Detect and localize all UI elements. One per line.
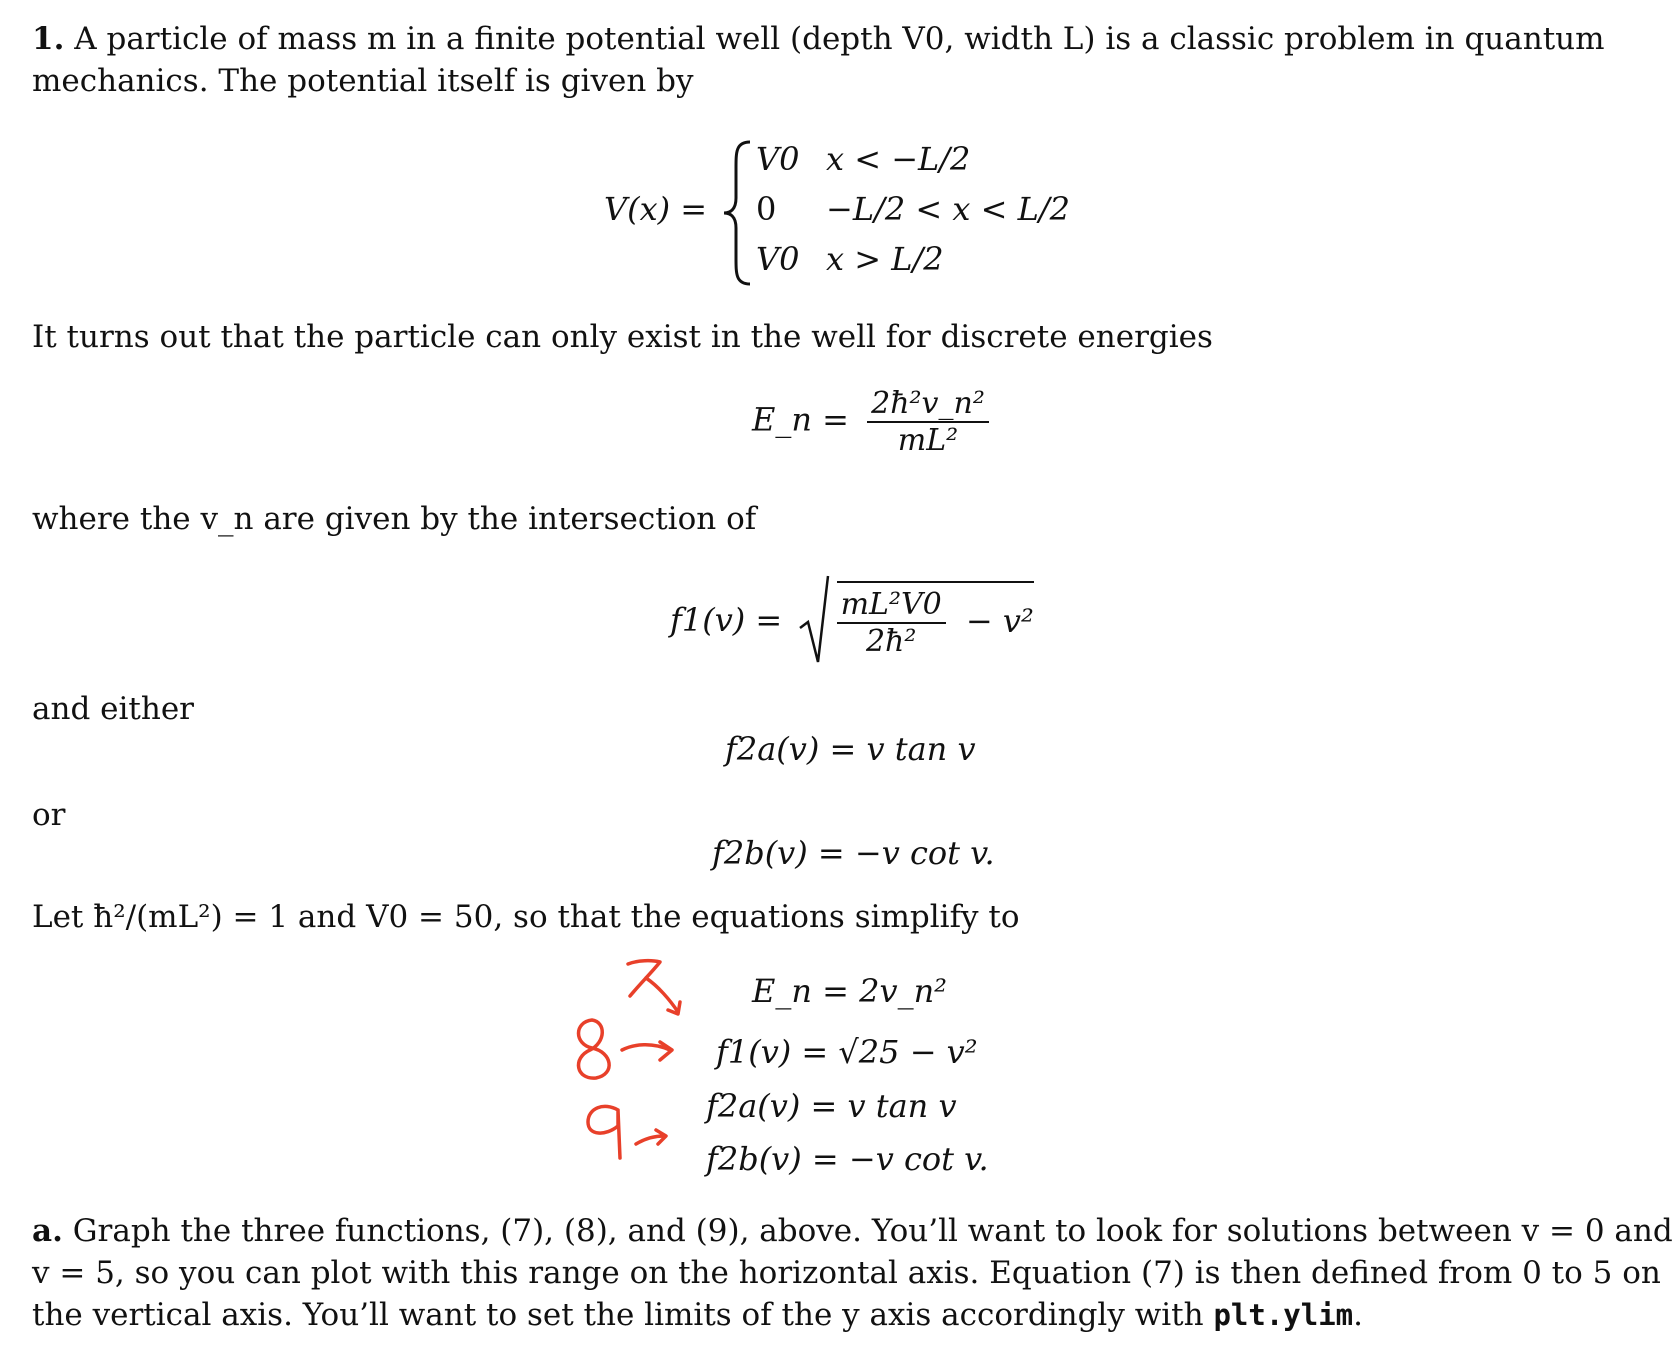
f2a-rhs: v tan v [866, 730, 976, 768]
plt-ylim-code: plt.ylim [1213, 1298, 1354, 1332]
left-brace-icon [722, 138, 754, 288]
discrete-energies-text: It turns out that the particle can only exist in the well for discrete energies [32, 319, 1213, 355]
part-a-end: . [1353, 1297, 1363, 1333]
problem-number: 1. [32, 21, 65, 57]
intro-line-2: mechanics. The potential itself is given by [32, 63, 694, 99]
and-either-text: and either [32, 691, 194, 727]
potential-lhs: V(x) = [604, 190, 708, 228]
simplified-f2b-rhs: −v cot v. [848, 1140, 989, 1178]
potential-equation [604, 132, 1084, 292]
energy-lhs: E_n = [752, 400, 849, 439]
part-a-label: a. [32, 1213, 63, 1249]
let-text: Let ħ²/(mL²) = 1 and V0 = 50, so that the equations simplify to [32, 899, 1020, 935]
f2b-rhs: −v cot v. [854, 834, 995, 872]
f1-radicand-denominator: 2ħ² [837, 622, 946, 659]
where-text: where the v_n are given by the intersection of [32, 501, 757, 537]
problem-intro [32, 18, 1652, 102]
simplified-f1-lhs: f1(v) = [716, 1033, 829, 1071]
energy-equation [752, 386, 989, 458]
f2b-equation [712, 834, 995, 872]
intro-line-1 [32, 18, 1652, 60]
simplified-f2b [706, 1140, 989, 1178]
simplified-f2b-lhs: f2b(v) = [706, 1140, 839, 1178]
f2a-equation [725, 730, 976, 768]
simplified-energy-rhs: 2v_n² [859, 972, 947, 1010]
simplified-f2a-lhs: f2a(v) = [706, 1087, 838, 1125]
case-2-condition: −L/2 < x < L/2 [826, 190, 1070, 228]
handwritten-annotations [560, 950, 720, 1210]
part-a-text-1: Graph the three functions, (7), (8), and (9), above. You’ll want to look for solutions between v = 0 and [72, 1213, 1673, 1249]
part-a-line-1 [32, 1210, 1673, 1252]
simplified-f1 [716, 1033, 978, 1071]
simplified-f2a-rhs: v tan v [847, 1087, 957, 1125]
simplified-f1-rhs: √25 − v² [838, 1033, 978, 1071]
energy-numerator: 2ħ²v_n² [871, 386, 985, 421]
part-a-text-3: the vertical axis. You’ll want to set the limits of the y axis accordingly with [32, 1297, 1204, 1333]
f1-radicand-numerator: mL²V0 [840, 587, 942, 622]
energy-denominator: mL² [867, 421, 989, 458]
case-3-value: V0 [756, 240, 800, 278]
f1-tail: − v² [965, 601, 1034, 640]
f2a-lhs: f2a(v) = [725, 730, 857, 768]
simplified-energy-lhs: E_n = [752, 972, 849, 1010]
handwritten-eight-icon [579, 1020, 673, 1078]
part-a-line-2: v = 5, so you can plot with this range on the horizontal axis. Equation (7) is then defined from 0 to 5 on [32, 1255, 1661, 1291]
or-text: or [32, 797, 66, 833]
case-2-value: 0 [756, 190, 777, 228]
sqrt-icon [798, 574, 830, 666]
case-3-condition: x > L/2 [826, 240, 944, 278]
part-a-line-3 [32, 1294, 1662, 1336]
handwritten-nine-icon [588, 1106, 666, 1158]
intro-text-1: A particle of mass m in a finite potential well (depth V0, width L) is a classic problem in quantum [74, 21, 1605, 57]
case-1-value: V0 [756, 140, 800, 178]
f1-lhs: f1(v) = [670, 601, 783, 639]
simplified-energy [752, 972, 947, 1010]
handwritten-seven-icon [628, 961, 680, 1014]
f1-equation [670, 574, 1034, 666]
case-1-condition: x < −L/2 [826, 140, 971, 178]
f2b-lhs: f2b(v) = [712, 834, 845, 872]
simplified-f2a [706, 1087, 957, 1125]
radical-body [837, 581, 1034, 659]
part-a [32, 1210, 1673, 1336]
